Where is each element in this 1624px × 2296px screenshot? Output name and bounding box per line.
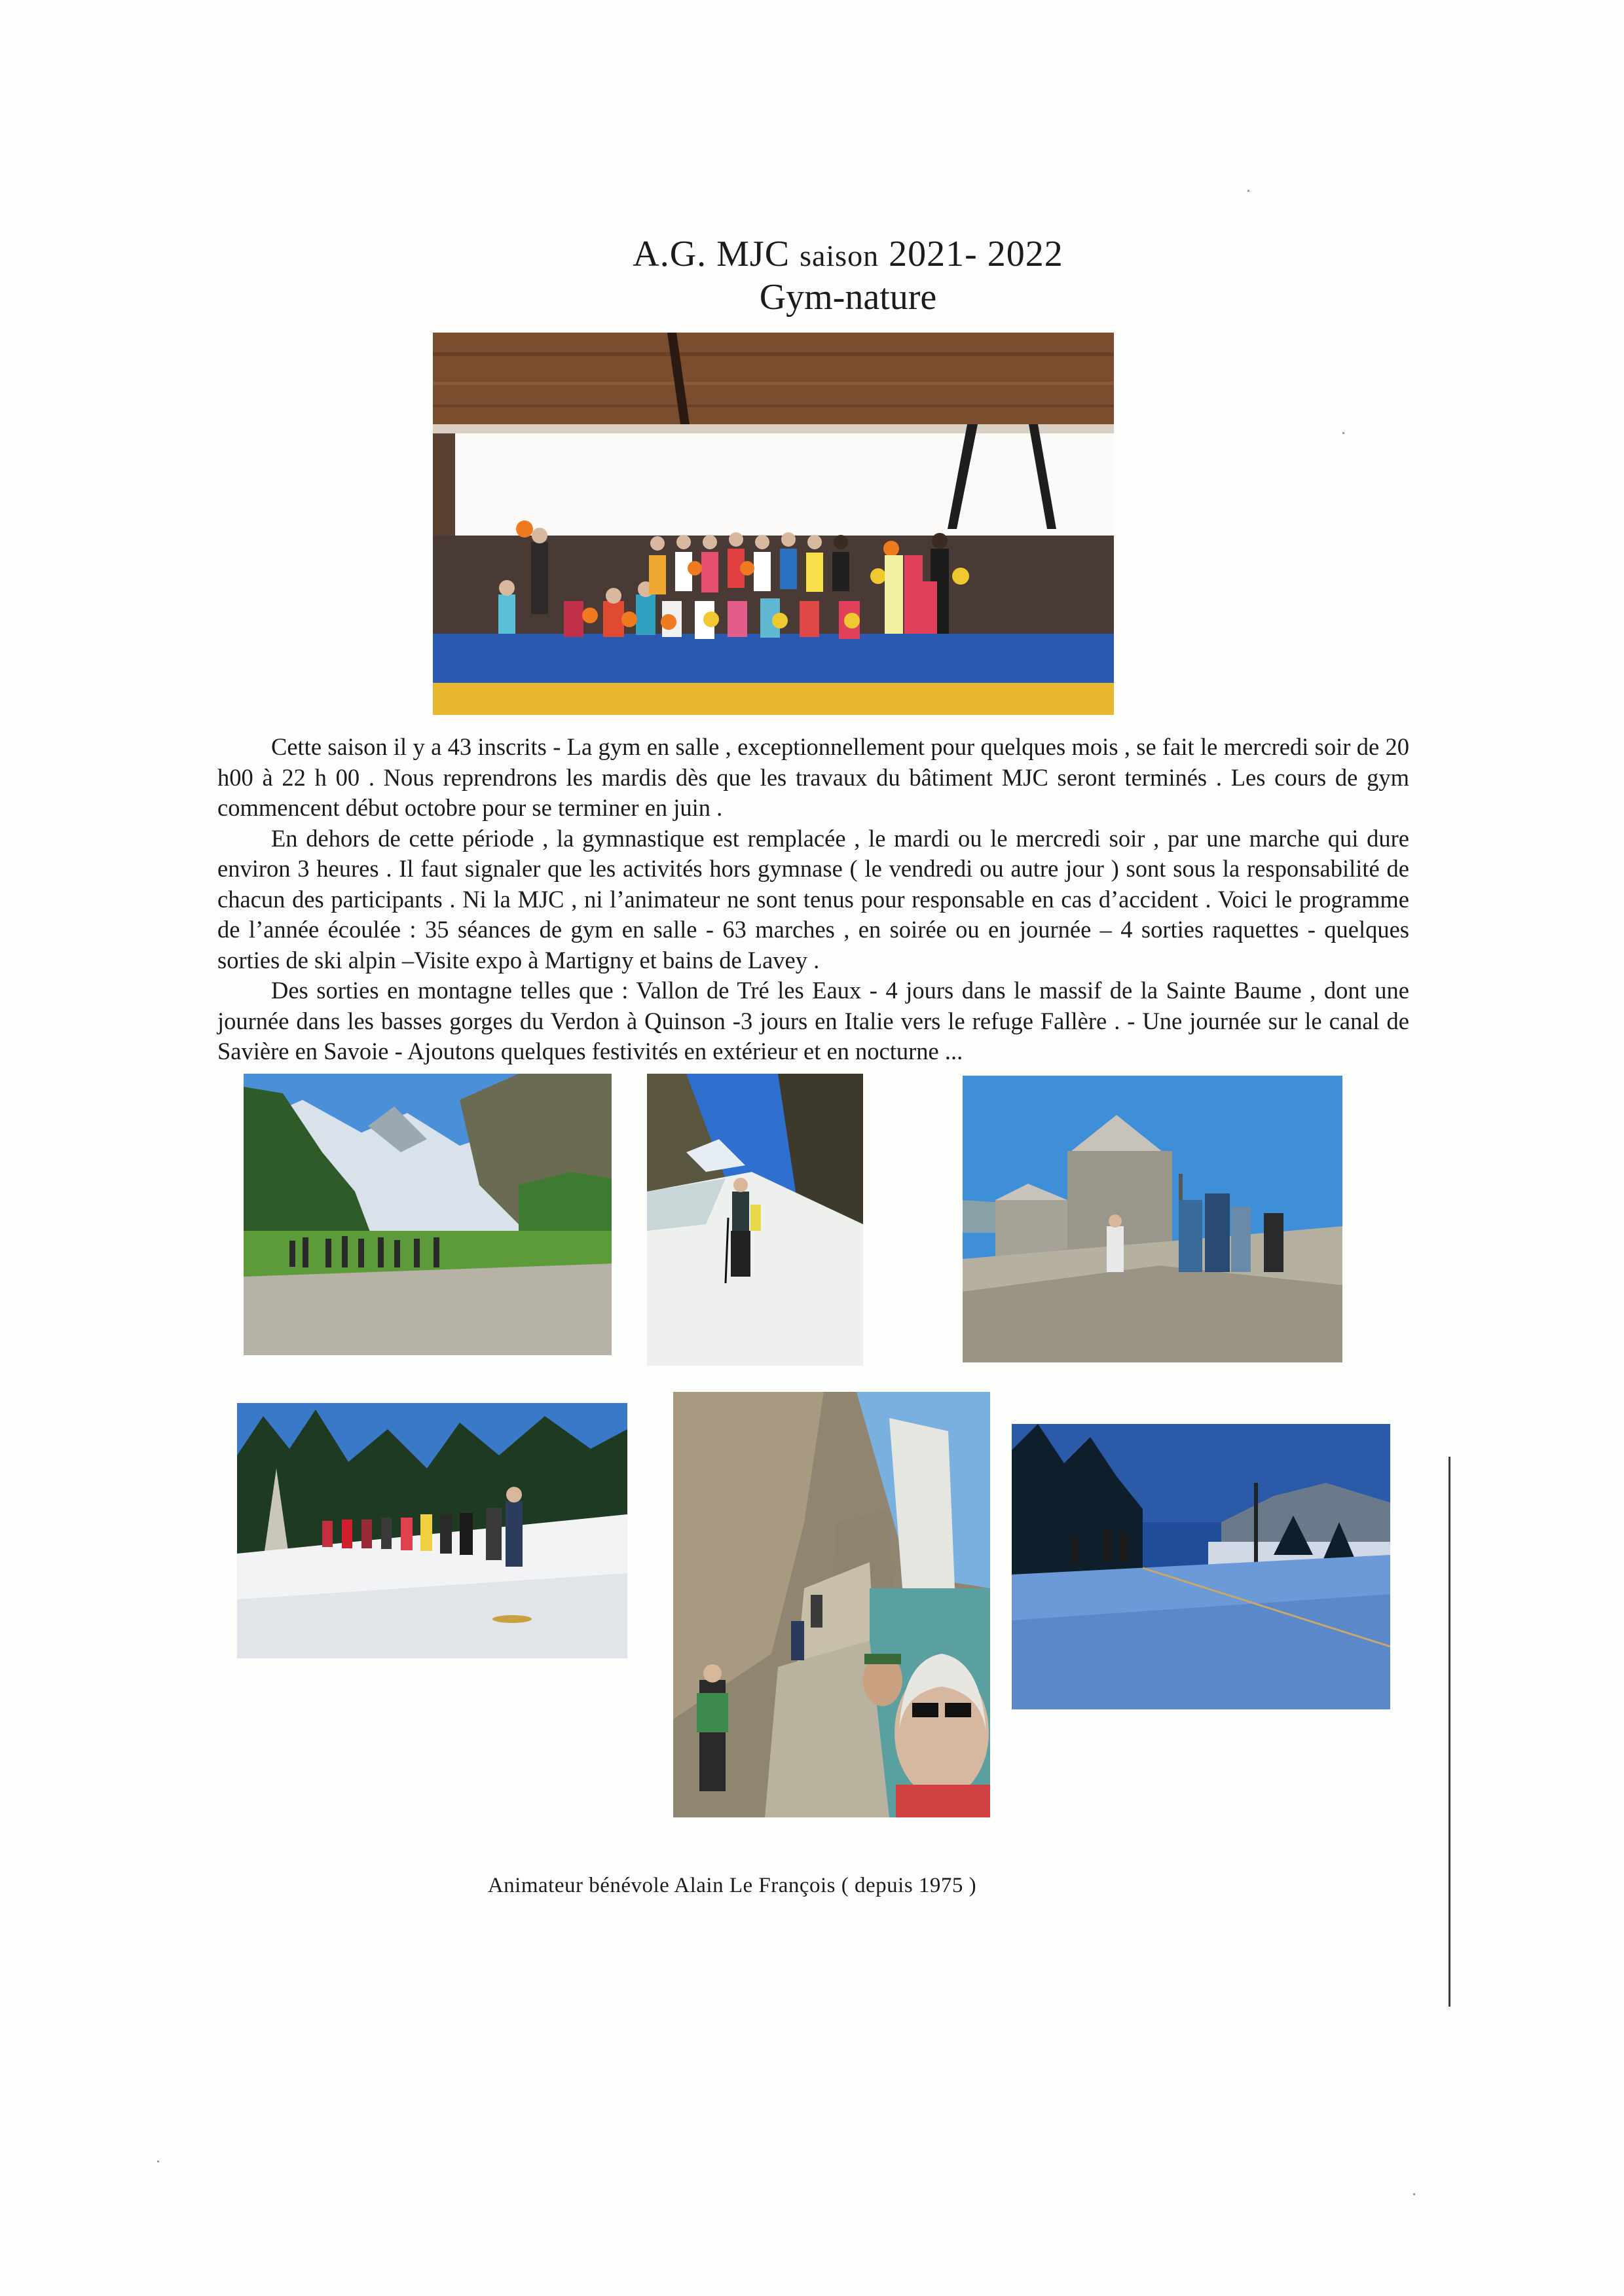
- title-saison: saison: [800, 239, 879, 272]
- paragraph-registrations: Cette saison il y a 43 inscrits - La gym en salle , exceptionnellement pour quelques mois , se fait le mercredi soir de 20 h00 à 22 h 00 . Nous reprendrons les mardis dès que les travaux du bâtiment MJC seront terminés . Les cours de gym commencent début octobre pour se terminer en juin .: [217, 733, 1409, 821]
- snow-slope-hiker-photo: [647, 1074, 863, 1366]
- snowy-ridge-sea-of-clouds-photo: [1012, 1424, 1390, 1709]
- title-mjc: A.G. MJC: [633, 234, 790, 274]
- animator-caption: Animateur bénévole Alain Le François ( depuis 1975 ): [487, 1874, 977, 1897]
- scan-speck: [157, 2160, 159, 2162]
- page-title: [0, 233, 1624, 275]
- verdon-gorge-path-photo: [673, 1392, 990, 1817]
- snowshoe-group-forest-photo: [237, 1403, 627, 1658]
- gym-hall-group-photo: [433, 333, 1114, 715]
- paragraph-program: En dehors de cette période , la gymnastique est remplacée , le mardi ou le mercredi soir , par une marche qui dure environ 3 heures . Il faut signaler que les activités hors gymnase ( le vendredi ou autre jour ) sont sous la responsabilité de chacun des participants . Ni la MJC , ni l’animateur ne sont tenus pour responsable en cas d’accident . Voici le programme de l’année écoulée : 35 séances de gym en salle - 63 marches , en soirée ou en journée – 4 sorties raquettes - quelques sorties de ski alpin –Visite expo à Martigny et bains de Lavey .: [217, 824, 1409, 974]
- stone-refuge-summit-photo: [963, 1076, 1342, 1362]
- scan-speck: [1247, 190, 1249, 192]
- paragraph-mountain-outings: Des sorties en montagne telles que : Vallon de Tré les Eaux - 4 jours dans le massif de la Sainte Baume , dont une journée dans les basses gorges du Verdon à Quinson -3 jours en Italie vers le refuge Fallère . - Une journée sur le canal de Savière en Savoie - Ajoutons quelques festivités en extérieur et en nocturne ...: [217, 977, 1409, 1065]
- scan-speck: [1413, 2193, 1415, 2195]
- body-text: [217, 732, 1409, 1067]
- scan-speck: [1342, 432, 1344, 434]
- page-subtitle: Gym-nature: [759, 277, 937, 318]
- title-years: 2021- 2022: [889, 234, 1063, 274]
- mountain-valley-hike-photo: [244, 1074, 612, 1355]
- scan-margin-line: [1449, 1457, 1450, 2007]
